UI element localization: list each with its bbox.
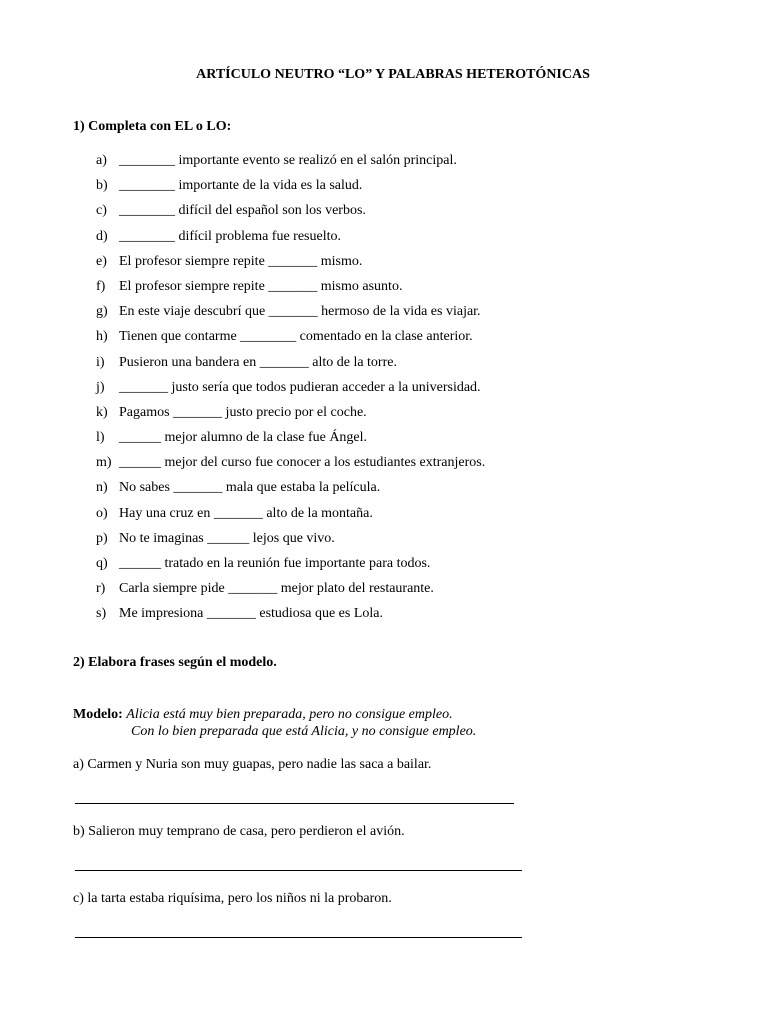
item-text: ______ tratado en la reunión fue importante para todos.	[119, 556, 431, 571]
list-item	[96, 327, 485, 352]
page-title: ARTÍCULO NEUTRO “LO” Y PALABRAS HETEROTÓNICAS	[196, 67, 590, 82]
model-label: Modelo:	[73, 707, 123, 722]
exercise1-heading: 1) Completa con EL o LO:	[73, 119, 232, 134]
exercise2-prompt-c: c) la tarta estaba riquísima, pero los niños ni la probaron.	[73, 891, 392, 906]
list-item	[96, 554, 485, 579]
item-letter: m)	[96, 455, 112, 471]
item-letter: a)	[96, 153, 107, 168]
list-item	[96, 201, 485, 226]
answer-line-a	[75, 803, 514, 804]
list-item	[96, 453, 485, 478]
item-text: ________ difícil problema fue resuelto.	[119, 228, 341, 244]
list-item	[96, 403, 485, 428]
item-text: Me impresiona _______ estudiosa que es Lola.	[119, 606, 384, 622]
item-letter: l)	[96, 430, 105, 446]
list-item	[96, 353, 485, 378]
item-text: No te imaginas ______ lejos que vivo.	[119, 530, 335, 546]
model-sentence: Alicia está muy bien preparada, pero no consigue empleo.	[126, 707, 453, 722]
item-text: ________ difícil del español son los verbos.	[119, 203, 366, 219]
item-letter: b)	[96, 178, 108, 194]
item-letter: h)	[96, 329, 108, 345]
item-letter: d)	[96, 228, 108, 244]
item-letter: i)	[96, 354, 105, 370]
item-letter: p)	[96, 530, 108, 546]
item-letter: e)	[96, 253, 107, 269]
list-item	[96, 151, 485, 176]
model-transformed-sentence: Con lo bien preparada que está Alicia, y no consigue empleo.	[131, 724, 477, 739]
exercise2-prompt-b: b) Salieron muy temprano de casa, pero perdieron el avión.	[73, 824, 405, 839]
item-text: El profesor siempre repite _______ mismo.	[119, 253, 363, 269]
list-item	[96, 252, 485, 277]
item-letter: k)	[96, 404, 108, 420]
exercise1-list	[96, 151, 485, 630]
item-text: Pusieron una bandera en _______ alto de la torre.	[119, 354, 397, 370]
item-text: Hay una cruz en _______ alto de la montaña.	[119, 505, 373, 521]
item-text: El profesor siempre repite _______ mismo asunto.	[119, 278, 403, 294]
item-text: ________ importante evento se realizó en el salón principal.	[119, 153, 457, 168]
item-text: Pagamos _______ justo precio por el coche.	[119, 404, 367, 420]
item-text: _______ justo sería que todos pudieran acceder a la universidad.	[119, 379, 481, 395]
list-item	[96, 277, 485, 302]
exercise2-heading: 2) Elabora frases según el modelo.	[73, 655, 277, 670]
list-item	[96, 579, 485, 604]
item-text: No sabes _______ mala que estaba la película.	[119, 480, 381, 496]
list-item	[96, 227, 485, 252]
item-letter: n)	[96, 480, 108, 496]
item-text: En este viaje descubrí que _______ hermoso de la vida es viajar.	[119, 304, 481, 320]
item-text: ______ mejor del curso fue conocer a los estudiantes extranjeros.	[119, 455, 486, 471]
item-text: ________ importante de la vida es la salud.	[119, 178, 363, 194]
item-letter: r)	[96, 581, 106, 597]
list-item	[96, 428, 485, 453]
list-item	[96, 504, 485, 529]
item-text: Carla siempre pide _______ mejor plato del restaurante.	[119, 581, 434, 597]
item-letter: j)	[96, 379, 105, 395]
list-item	[96, 478, 485, 503]
model-example	[73, 706, 477, 739]
answer-line-b	[75, 870, 522, 871]
answer-line-c	[75, 937, 522, 938]
exercise2-prompt-a: a) Carmen y Nuria son muy guapas, pero nadie las saca a bailar.	[73, 757, 432, 772]
list-item	[96, 302, 485, 327]
item-letter: c)	[96, 203, 107, 219]
list-item	[96, 604, 485, 629]
list-item	[96, 176, 485, 201]
item-letter: q)	[96, 556, 108, 571]
item-letter: o)	[96, 505, 108, 521]
list-item	[96, 378, 485, 403]
item-text: ______ mejor alumno de la clase fue Ángel.	[119, 430, 368, 446]
item-letter: g)	[96, 304, 108, 320]
list-item	[96, 529, 485, 554]
item-text: Tienen que contarme ________ comentado en la clase anterior.	[119, 329, 473, 345]
item-letter: s)	[96, 606, 107, 622]
item-letter: f)	[96, 278, 106, 294]
